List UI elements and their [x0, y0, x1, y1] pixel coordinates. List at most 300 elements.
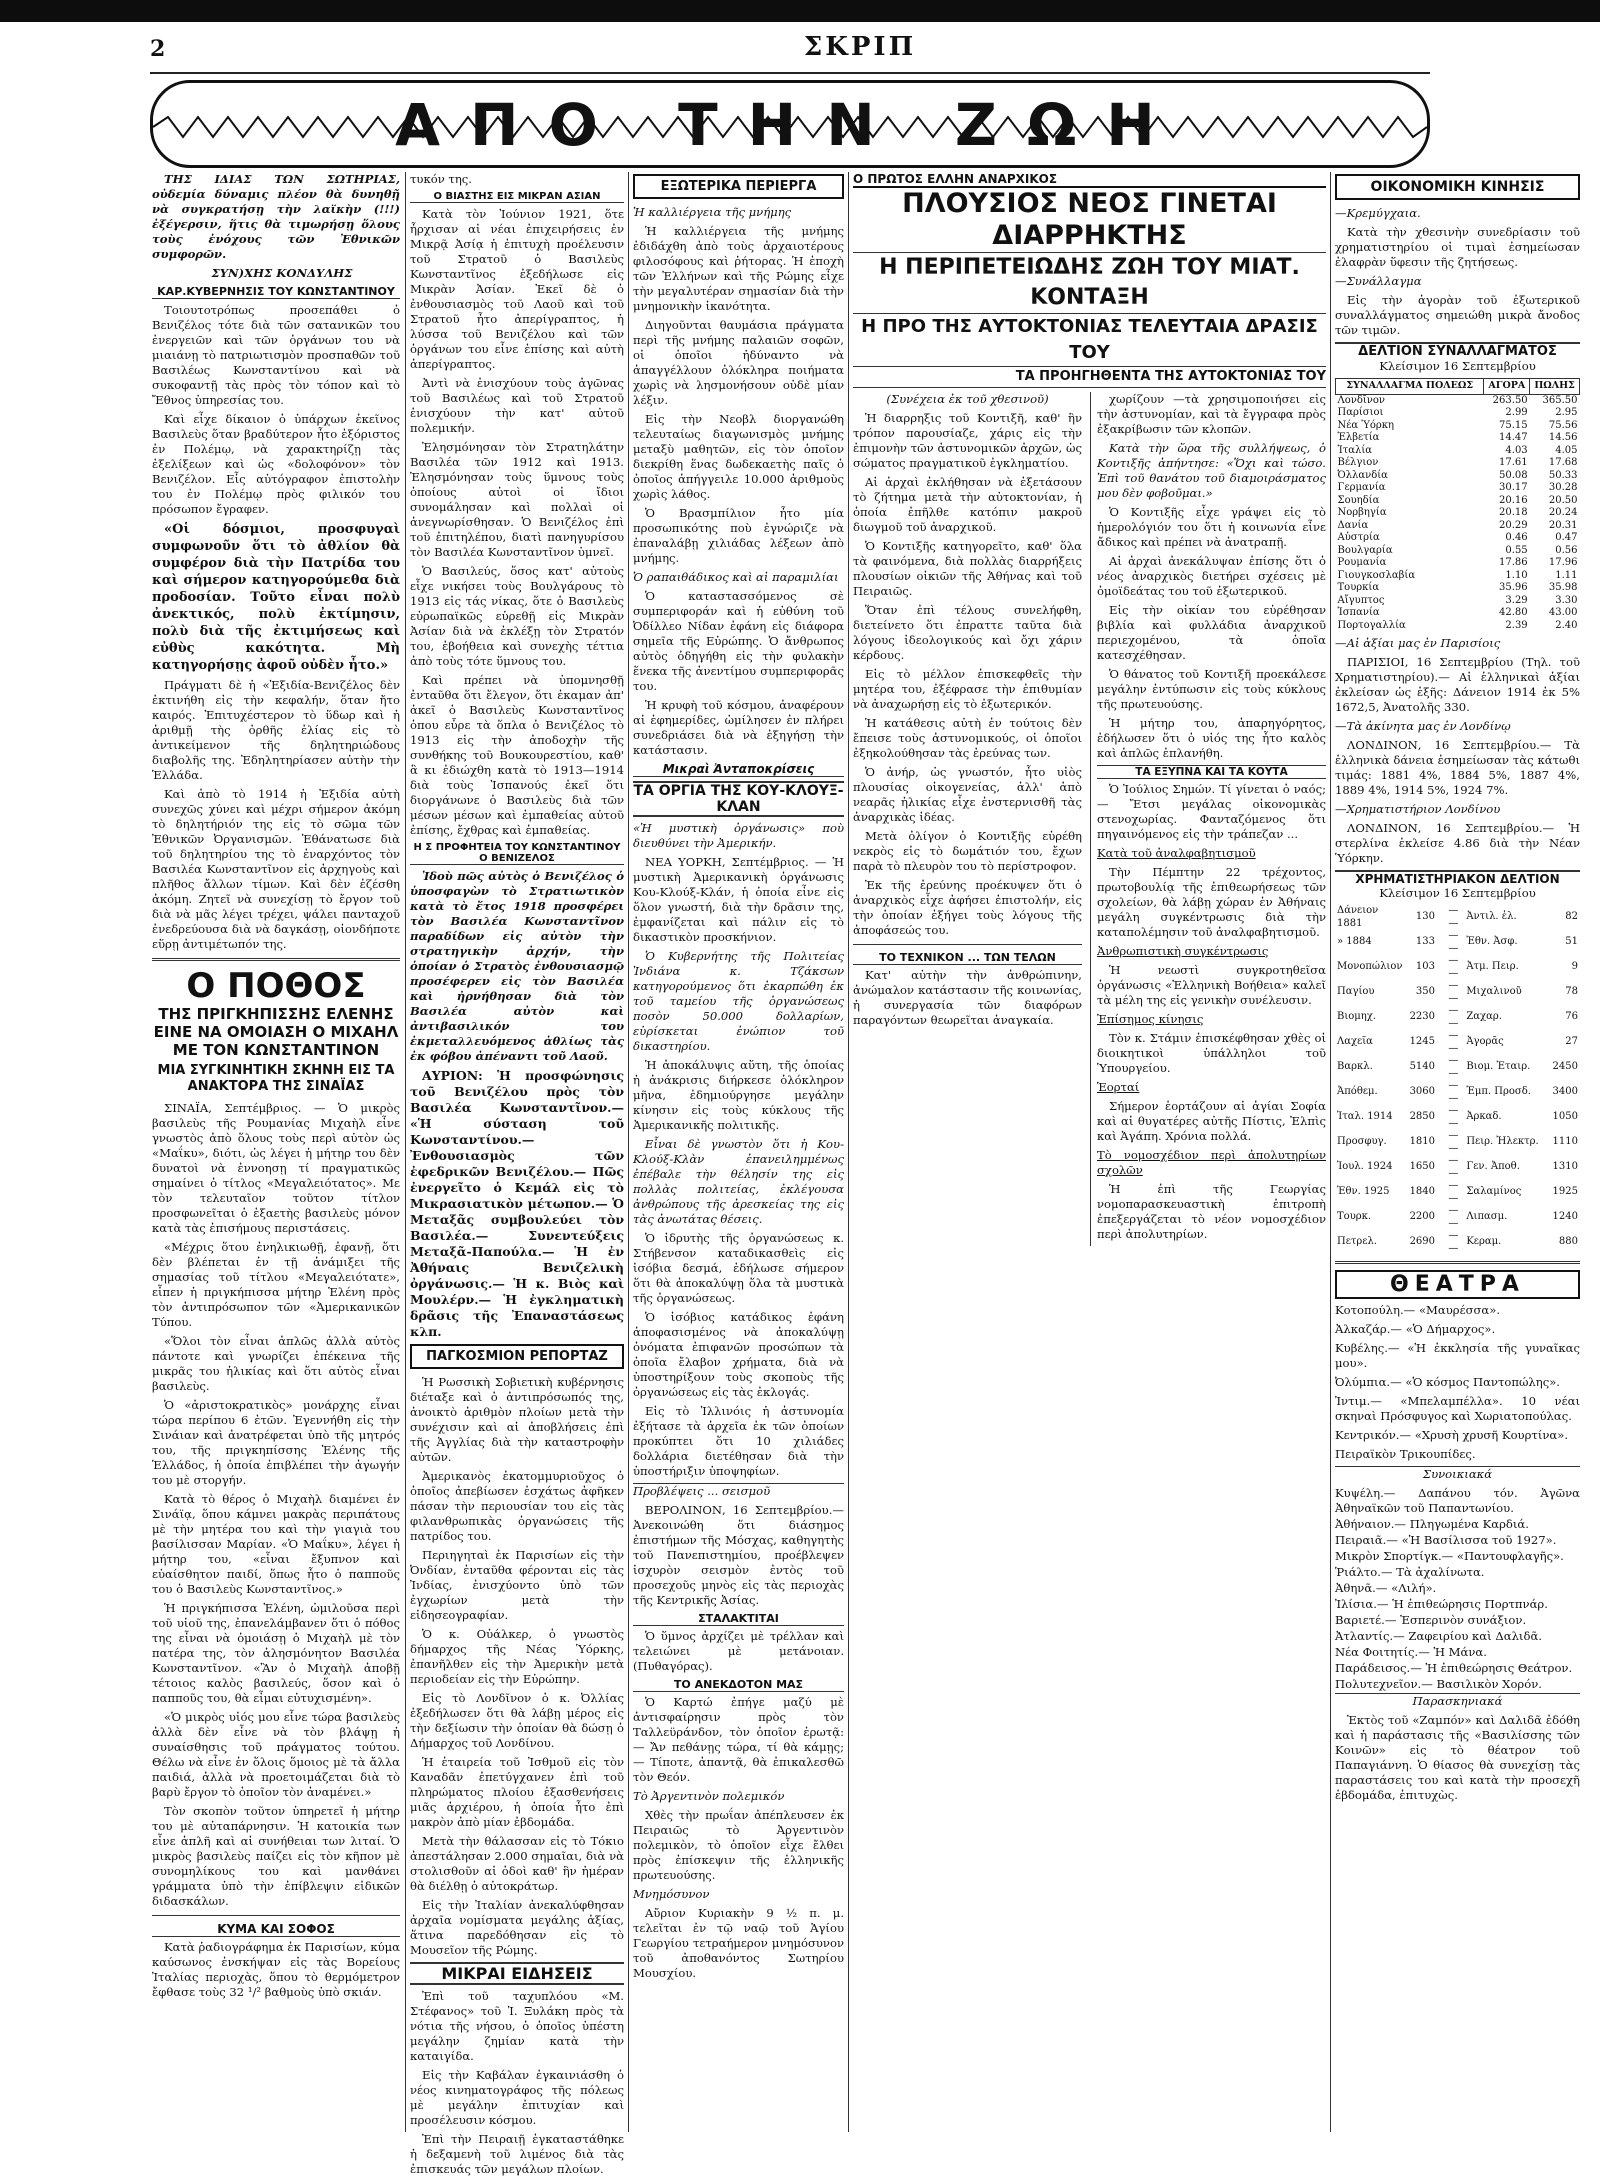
article-paragraph: Εἰς τὸ μέλλον ἐπισκεφθεῖς τὴν μητέρα του, ἐξέφρασε τὴν ἐπιθυμίαν νὰ ἀναχωρήσῃ εἰς τὸ ἐξωτερικόν.	[853, 667, 1082, 711]
table-header-row	[1336, 379, 1580, 395]
rate-cell: 42.80	[1499, 607, 1528, 618]
quote-paragraph: Ἰδοὺ πῶς αὐτὸς ὁ Βενιζέλος ὁ ὑποσφαγὼν τὸ Στρατιωτικὸν κατὰ τὸ ἔτος 1918 προσφέρει τὸν Βασιλέα Κωνσταντῖνον παραδίδων εἰς αὐτὸν τὴν στρατηγικὴν ἀρχήν, τὴν ὁποίαν ὁ Στρατὸς ἐνθουσιασμῷ προσέφερεν εἰς τὸν Βασιλέα καὶ ἠρνήθησαν διὰ τὸν Βασιλέα αὐτὸν καὶ ἀντιβασιλικόν του ἐκμεταλλευόμενος ἀθλίως τὰς ἐκ φόβου ἀπέναντι τοῦ Λαοῦ.	[410, 869, 624, 1063]
article-paragraph: Τὴν Πέμπτην 22 τρέχοντος, πρωτοβουλίᾳ τῆς ἐπιθεωρήσεως τῶν σχολείων, θὰ λάβῃ χώραν ἐν Ἀθήναις μεγάλη συγκέντρωσις διὰ τὴν καταπολέμησιν τοῦ ἀναλφαβητισμοῦ.	[1097, 865, 1326, 939]
rate-cell: 50.33	[1548, 469, 1578, 481]
rate-cell: 1.10	[1505, 569, 1528, 581]
article-paragraph: Ὁ καταστασσόμενος σὲ συμπεριφοράν καὶ ἡ εὐθύνη τοῦ Ὀδίλλεο Νίδαν ἐφάνη εἰς διάφορα σημεῖα τῆς Εὐρώπης. Ὁ ἄνθρωπος αὐτὸς ὁδηγήθη εἰς τὴν φυλακὴν ἕνεκα τῆς ἀνεντίμου συμπεριφορᾶς του.	[633, 589, 844, 693]
price-cell: 1810	[1409, 1136, 1436, 1148]
section-heading: ΘΕΑΤΡΑ	[1335, 1270, 1580, 1299]
list-item: Ἀλκαζάρ.— «Ὁ Δήμαρχος».	[1335, 1322, 1496, 1336]
rate-cell: 2.40	[1555, 619, 1578, 631]
table-row	[1336, 394, 1580, 407]
price-cell: — —	[1448, 955, 1459, 979]
two-column-body	[853, 392, 1326, 1246]
local-theatre-list	[1335, 1486, 1580, 1692]
article-paragraph: Κατὰ τὴν ὥρα τῆς συλλήψεως, ὁ Κοντιξῆς ἀπήντησε: «Ὅχι καὶ τώσο. Ἐπὶ τοῦ θανάτου τοῦ διαμοιράσματος μου δὲν φοβοῦμαι.»	[1097, 441, 1326, 500]
price-cell: — —	[1448, 1230, 1459, 1254]
table-row	[1335, 930, 1460, 955]
article-paragraph: Ἡ νεωστὶ συγκροτηθεῖσα ὀργάνωσις «Ἑλληνικὴ Βοήθεια» καλεῖ τὰ μέλη της εἰς γενικὴν συνέλευσιν.	[1097, 963, 1326, 1007]
subheading: «Ἡ μυστικὴ ὀργάνωσις» ποὺ διευθύνει τὴν Ἀμερικήν.	[633, 821, 844, 850]
column-5	[1335, 172, 1580, 2132]
security-cell: Σαλαμίνος	[1466, 1186, 1522, 1198]
section-banner	[150, 80, 1430, 168]
currency-cell: Αἴγυπτος	[1337, 594, 1385, 606]
rate-cell: 35.96	[1499, 582, 1528, 593]
security-cell: Ἀρκαδ.	[1466, 1111, 1502, 1123]
rate-cell: 1.11	[1555, 569, 1578, 581]
security-cell: » 1884	[1337, 936, 1372, 948]
article-paragraph: Τοιουτοτρόπως προσεπάθει ὁ Βενιζέλος τότε διὰ τῶν σατανικῶν του ἐνεργειῶν καὶ τῶν ὀργάνων του νὰ μιαιάνῃ τὸ πατριωτισμὸν προσπαθῶν τοῦ Βασιλέως Κωνσταντίνου καὶ νὰ συκοφαντῇ τὰς πρὸς τὸν τόπον καὶ τὸ Ἔθνος ὑπηρεσίας του.	[152, 303, 400, 407]
security-cell: Λαχεῖα	[1337, 1036, 1373, 1048]
article-paragraph: Περιηγηταὶ ἐκ Παρισίων εἰς τὴν Ὀνδίαν, ἐνταῦθα φέρονται εἰς τὰς Ἰνδίας, ἐνισχύοντο ὑπὸ τῶν ἐγχωρίων μετὰ τὴν εἰδησεογραφίαν.	[410, 1548, 624, 1622]
currency-cell: Τουρκία	[1337, 582, 1380, 593]
security-cell: Μονοπώλιον	[1337, 961, 1403, 973]
currency-cell: Σουηδία	[1337, 494, 1380, 506]
price-cell: — —	[1448, 1030, 1459, 1054]
price-cell: 27	[1565, 1036, 1578, 1048]
theatre-list	[1335, 1303, 1580, 1462]
subheading: ΚΥΜΑ ΚΑΙ ΣΟΦΟΣ	[152, 1922, 400, 1937]
price-cell: 51	[1565, 936, 1578, 948]
article-paragraph: Εἰς τὴν Ἰταλίαν ἀνεκαλύφθησαν ἀρχαῖα νομίσματα μεγάλης ἀξίας, ἅτινα παρεδόθησαν εἰς τὸ Μουσεῖον τῆς Ρώμης.	[410, 1898, 624, 1957]
article-paragraph: Ἡ ἐταιρεία τοῦ Ἰσθμοῦ εἰς τὸν Καναδᾶν ἐπετύγχανεν ἐπὶ τοῦ πληρώματος πλοίου ἐξασθενήσεις μιᾶς ἀρχιέρου, ἡ ὁποία ἦτο ἐπὶ μακρὸν ἀπὸ μίαν ἐβδομάδα.	[410, 1755, 624, 1829]
currency-cell: Νέα Ὑόρκη	[1337, 419, 1395, 431]
price-cell: 1925	[1552, 1186, 1578, 1198]
rate-cell: 17.68	[1548, 457, 1578, 468]
article-paragraph: τυκόν της.	[410, 172, 472, 186]
list-item: Ἀθήναιον.— Πληγωμένα Καρδιά.	[1335, 1517, 1529, 1531]
article-paragraph: Εἰς τὴν οἰκίαν του εὑρέθησαν βιβλία καὶ φυλλάδια ἀναρχικοῦ περιεχομένου, τὰ ὁποῖα κατεσχέθησαν.	[1097, 603, 1326, 662]
subheading: Τὸ Ἀργεντινὸν πολεμικόν	[633, 1789, 785, 1803]
article-paragraph: Σήμερον ἑορτάζουν αἱ ἁγίαι Σοφία καὶ αἱ θυγατέρες αὐτῆς Πίστις, Ἐλπὶς καὶ Ἀγάπη. Χρόνια πολλά.	[1097, 1099, 1326, 1143]
list-item: Ἀτλαντίς.— Ζαφειρίου καὶ Δαλιδᾶ.	[1335, 1629, 1542, 1643]
column-2	[410, 172, 624, 2176]
article-paragraph: Ἡ κατάθεσις αὐτὴ ἐν τούτοις δὲν ἔπεισε τοὺς ἀστυνομικούς, οἱ ὁποῖοι ἐξηκολούθησαν τὰς ἐρεύνας των.	[853, 716, 1082, 760]
rate-cell: 2.95	[1555, 407, 1578, 418]
table-row	[1464, 1155, 1580, 1180]
column-header: ΠΩΛΗΣ	[1530, 379, 1580, 395]
divider	[1335, 1261, 1580, 1264]
column-header: ΣΥΝΑΛΛΑΓΜΑ ΠΟΛΕΩΣ	[1336, 379, 1484, 395]
subheading: Ο ΒΙΑΣΤΗΣ ΕΙΣ ΜΙΚΡΑΝ ΑΣΙΑΝ	[410, 191, 624, 203]
article-paragraph: Εἶναι δὲ γνωστὸν ὅτι ἡ Κου-Κλούξ-Κλὰν ἐπανειλημμένως ἐπέβαλε τὴν θέλησίν της εἰς πολλὰς πολιτείας, ἐκλέγουσα ἀνθρώπους τῆς ἀρεσκείας της εἰς τὰς ἀνωτάτας θέσεις.	[633, 1137, 844, 1226]
article-paragraph: Ἡ πριγκήπισσα Ἑλένη, ὡμιλοῦσα περὶ τοῦ υἱοῦ της, ἐπανελάμβανεν ὅτι ὁ πόθος της εἶναι νὰ ὁμοιάσῃ ὁ Μιχαὴλ μὲ τὸν πατέρα της, τὸν ἀλησμόνητον Βασιλέα Κωνσταντῖνον. «Ἂν ὁ Μιχαὴλ ἀποβῇ τέτοιος καλὸς βασιλεύς, ὅσον καὶ ὁ παπποῦς του, θὰ εἶμαι εὐτυχισμένη».	[152, 1601, 400, 1705]
rate-cell: 4.03	[1505, 444, 1528, 456]
table-row	[1464, 980, 1580, 1005]
subheading: —Χρηματιστήριον Λονδίνου	[1335, 802, 1501, 816]
price-cell: — —	[1448, 1005, 1459, 1029]
article-paragraph: Χθὲς τὴν πρωΐαν ἀπέπλευσεν ἐκ Πειραιῶς τὸ Ἀργεντινὸν πολεμικὸν, τὸ ὁποῖον εἶχε ἔλθει πρὸς ἐπίσκεψιν τῆς ἑλληνικῆς πρωτευούσης.	[633, 1808, 844, 1882]
article-paragraph: Ἡ ἐπὶ τῆς Γεωργίας νομοπαρασκευαστικὴ ἐπιτροπὴ ἐπεξεργάζεται τὸ νέον νομοσχέδιον περὶ ἀπολυτηρίων.	[1097, 1182, 1326, 1241]
article-paragraph: Ἡ ἀποκάλυψις αὕτη, τῆς ὁποίας ἡ ἀνάκρισις διήρκεσε ὁλόκληρον μῆνα, ἐδημιούργησε μεγάλην κίνησιν εἰς τοὺς κύκλους τῆς Ἀμερικανικῆς πολιτικῆς.	[633, 1058, 844, 1132]
article-paragraph: Εἰς τὴν ἀγορὰν τοῦ ἐξωτερικοῦ συναλλάγματος σημειώθη μικρὰ ἄνοδος τῶν τιμῶν.	[1335, 293, 1580, 337]
security-cell: Βιομ. Ἐταιρ.	[1466, 1061, 1531, 1073]
header-rule	[150, 72, 1430, 74]
table-row	[1335, 1055, 1460, 1080]
rate-cell: 20.50	[1548, 494, 1578, 506]
article-paragraph: Καὶ εἶχε δίκαιον ὁ ὑπάρχων ἐκεῖνος Βασιλεὺς ὅταν βραδύτερον ἦτο ἐξόριστος ἐν Πολέμῳ, νὰ χαρακτηρίζῃ τὰς ἐξελίξεων καὶ ὡς «δολοφόνον» τὸν Βενιζέλον. Εἷς αὐτόγραφον ἐπιστολὴν του ἐν Πολέμῳ πρὸς φιλικόν του πρόσωπον ἔγραφεν.	[152, 412, 400, 516]
price-cell: — —	[1448, 1130, 1459, 1154]
currency-cell: Ρουμανία	[1337, 557, 1387, 568]
table-row	[1464, 1205, 1580, 1230]
price-cell: 1110	[1552, 1136, 1578, 1148]
rate-cell: 263.50	[1492, 394, 1528, 406]
subheading: —Τὰ ἀκίνητα μας ἐν Λονδίνῳ	[1335, 719, 1511, 733]
price-cell: 2450	[1552, 1061, 1578, 1073]
column-header: ΑΓΟΡΑ	[1484, 379, 1530, 395]
price-cell: 78	[1565, 986, 1578, 998]
article-paragraph: Ἡ καλλιέργεια τῆς μνήμης ἐδιδάχθη ἀπὸ τοὺς ἀρχαιοτέρους φιλοσόφους καὶ ῥήτορας. Ἡ ἐποχὴ τῶν Ἑλλήνων καὶ τῆς Ρώμης εἶχε τὴν μεγαλυτέραν σημασίαν διὰ τὴν μνημονικὴν ἱκανότητα.	[633, 224, 844, 313]
section-heading-box: ΠΑΓΚΟΣΜΙΟΝ ΡΕΠΟΡΤΑΖ	[410, 1344, 624, 1369]
list-item: Κυβέλης.— «Ἡ ἐκκλησία τῆς γυναῖκας μου».	[1335, 1341, 1580, 1370]
currency-cell: Ἰταλία	[1337, 444, 1373, 456]
article-paragraph: χωρίζουν —τὰ χρησιμοποιήσει εἰς τὴν ἀστυνομίαν, καὶ τὰ ἔγγραφα πρὸς ἐξακρίβωσιν τῶν κλοπῶν.	[1097, 392, 1326, 436]
currency-cell: Νορβηγία	[1337, 507, 1387, 518]
price-cell: — —	[1448, 1180, 1459, 1204]
subheading: Τὸ νομοσχέδιον περὶ ἀπολυτηρίων σχολῶν	[1097, 1148, 1326, 1177]
section-heading-box: ΕΞΩΤΕΡΙΚΑ ΠΕΡΙΕΡΓΑ	[633, 174, 844, 199]
table-row	[1464, 1080, 1580, 1105]
rate-cell: 50.08	[1499, 469, 1528, 481]
rate-cell: 20.31	[1548, 519, 1578, 531]
subheading: Κατὰ τοῦ ἀναλφαβητισμοῦ	[1097, 846, 1256, 860]
list-item: Ἀθηνᾶ.— «Λιλή».	[1335, 1581, 1437, 1595]
rate-cell: 3.29	[1505, 594, 1528, 606]
table-row	[1464, 1130, 1580, 1155]
article-paragraph: «Μέχρις ὅτου ἐνηλικιωθῇ, ἐφανῇ, ὅτι δὲν βλέπεται ἐν τῇ ἀνάμιξει τῆς σημασίας τοῦ τίτλου «Μεγαλειότατε», εἶπεν ἡ πριγκήπισσα μήτηρ Ἑλένη πρὸς τὸν ἀντιπρόσωπον τῶν «Ἀμερικανικῶν Τύπου.	[152, 1240, 400, 1329]
table-row	[1336, 570, 1580, 583]
subheading: Μνημόσυνον	[633, 1887, 710, 1901]
section-heading: ΔΕΛΤΙΟΝ ΣΥΝΑΛΛΑΓΜΑΤΟΣ	[1335, 342, 1580, 359]
security-cell: Κεραμ.	[1466, 1236, 1502, 1248]
table-row	[1336, 557, 1580, 570]
subheading: Ἡ καλλιέργεια τῆς μνήμης	[633, 205, 792, 219]
currency-cell: Βουλγαρία	[1337, 544, 1393, 556]
rate-cell: 17.96	[1548, 557, 1578, 568]
article-paragraph: Αὔριον Κυριακὴν 9 ½ π. μ. τελεῖται ἐν τῷ ναῷ τοῦ Ἁγίου Γεωργίου τετραήμερον μνημόσυνον τοῦ ἀποθανόντος Σωτηρίου Μουσχίου.	[633, 1906, 844, 1980]
divider	[853, 944, 1082, 945]
price-cell: 133	[1415, 936, 1436, 948]
article-paragraph: Καὶ ἀπὸ τὸ 1914 ἡ Ἐξιδία αὐτὴ συνεχῶς χύνει καὶ μέχρι σήμερον ἀκόμη τὸ δηλητήριόν της εἰς τὸ σῶμα τῶν Ἐθνικῶν Ὀργανισμῶν. Ἐθάνατωσε διὰ τοῦ δηλητηρίου της τὸ ἐναρχόντος τὸν Βασιλέα Κωνσταντῖνον εἰς ἀρχηγοὺς καὶ πλῆθος ἄλλων τίμων. Καὶ δὲν ἐζέσθη ἀκόμη. Ζητεῖ νὰ συνεχίσῃ τὸ ἔργον τοῦ διὰ νὰ μᾶς λέγει τρέχει, ψάλει πανταχοῦ ἐνεδρεύουσα διὰ νὰ δαγκάσῃ, οἰονδήποτε εὕρῃ ἀντιμέτωπόν της.	[152, 787, 400, 951]
rate-cell: 0.56	[1555, 544, 1578, 556]
security-cell: Ἐθν. 1925	[1337, 1186, 1390, 1198]
price-cell: — —	[1448, 1105, 1459, 1129]
table-row	[1464, 1180, 1580, 1205]
article-paragraph: ΒΕΡΟΛΙΝΟΝ, 16 Σεπτεμβρίου.— Ἀνεκοινώθη ὅτι διάσημος ἐπιστήμων τῆς Μόσχας, καθηγητὴς τοῦ Πανεπιστημίου, προέβλεψεν ἰσχυρὸν σεισμὸν ἐντὸς τοῦ προσεχοῦς μηνὸς εἰς τὰς περιοχὰς τῆς Κεντρικῆς Ἀσίας.	[633, 1503, 844, 1607]
price-cell: 2690	[1409, 1236, 1436, 1248]
article-paragraph: Τὸν σκοπὸν τοῦτον ὑπηρετεῖ ἡ μήτηρ του μὲ αὐταπάρνησιν. Ἡ κατοικία των εἶνε ἁπλῆ καὶ αἱ συνήθειαι των λιταί. Ὁ μικρὸς βασιλεὺς παίζει εἰς τὸν κῆπον μὲ συνομηλίκους του καὶ μανθάνει γράμματα ὑπὸ τὴν ἐπίβλεψιν εἰδικῶν διδασκάλων.	[152, 1804, 400, 1908]
subheading: ΤΑ ΕΞΥΠΝΑ ΚΑΙ ΤΑ ΚΟΥΤΑ	[1097, 765, 1326, 779]
table-row	[1335, 1105, 1460, 1130]
security-cell: Προσφυγ.	[1337, 1136, 1387, 1148]
subheading: Ἀνθρωπιστικὴ συγκέντρωσις	[1097, 944, 1269, 958]
subcolumn-left	[853, 392, 1082, 1246]
article-paragraph: Καὶ πρέπει νὰ ὑπομνησθῇ ἐνταῦθα ὅτι ἔλεγον, ὅτι ἐκαμαν ἀπ' ἀκεῖ ὁ Βασιλεὺς Κωνσταντῖνος ὁπου εὗρε τὰ ὅπλα ὁ Βενιζέλος τὸ 1913 εἰς τὴν ἀποδοχὴν τῆς συνθήκης τοῦ Βουκουρεστίου, καθ' ἃ κι ἐδιώχθη κατὰ τὸ 1913—1914 διὰ τοὺς Ἰσπανούς ἐκεῖ ὅτι διοργάνωνε ὁ Βασιλεὺς διὰ τῶν μέσων μέσων καὶ ἐμπαθείας αὐτοῦ ἐπίσης, ἔχθρας καὶ ἐμπαθείας.	[410, 673, 624, 837]
price-cell: 1310	[1552, 1161, 1578, 1173]
column-rule	[848, 172, 849, 2132]
price-cell: 2850	[1409, 1111, 1436, 1123]
table-row	[1335, 1130, 1460, 1155]
article-paragraph: Ἐκ τῆς ἐρεύνης προέκυψεν ὅτι ὁ ἀναρχικὸς εἶχε ἀφήσει ἐπιστολήν, εἰς τὴν ὁποίαν ἐξήγει τοὺς λόγους τῆς ἀποφάσεώς του.	[853, 878, 1082, 937]
security-cell: Μιχαλινοῦ	[1466, 986, 1522, 998]
table-row	[1335, 905, 1460, 930]
article-paragraph: Ἡ μήτηρ του, ἀπαρηγόρητος, ἐδήλωσεν ὅτι ὁ υἱός της ἦτο καλὸς καὶ ἁπλῶς ἐπλανήθη.	[1097, 716, 1326, 760]
currency-cell: Ἑλβετία	[1337, 432, 1380, 443]
quote-paragraph: «Οἱ δόσμιοι, προσφυγαὶ συμφωνοῦν ὅτι τὸ ἀθλίον θὰ συμφέρον διὰ τὴν Πατρίδα του καὶ σήμερον κατηγορούμεθα διὰ προδοσίαν. Τοῦτο εἶναι πολὺ ἀνεκτικός, πολὺ ἐκτίμησιν, πολὺ διὰ τῆς ἐκτιμήσεως καὶ εὐθὺς κακότητα. Μὴ κατηγορήσῃς ἀφοῦ οὐδὲν ἦτο.»	[152, 522, 400, 673]
page-header	[150, 28, 1430, 68]
article-paragraph: Ὁ κ. Οὐάλκερ, ὁ γνωστὸς δήμαρχος τῆς Νέας Ὑόρκης, ἐπανῆλθεν εἰς τὴν Ἀμερικὴν μετὰ περιοδείαν εἰς τὴν Εὐρώπην.	[410, 1627, 624, 1686]
article-paragraph: Ὁ Καρτώ ἐπήγε μαζύ μὲ ἀντισφαίρησιν πρὸς τὸν Ταλλεϋράνδον, τὸν ὁποῖον ἐρωτᾷ: — Ἄν πεθάνῃς τώρα, τί θὰ κάμῃς; — Τίποτε, ἀπαντᾷ, θὰ ἐπικαλεσθῶ τὸν Θεόν.	[633, 1695, 844, 1784]
table-row	[1336, 620, 1580, 633]
price-cell: 9	[1571, 961, 1578, 973]
rate-cell: 365.50	[1542, 394, 1578, 406]
rate-cell: 75.15	[1499, 419, 1528, 431]
subheading: ΤΟ ΑΝΕΚΔΟΤΟΝ ΜΑΣ	[633, 1678, 844, 1692]
list-item: Βαριετέ.— Ἐσπερινὸν συνάξιον.	[1335, 1613, 1527, 1627]
security-cell: Ἐμπ. Προσδ.	[1466, 1086, 1531, 1098]
rate-cell: 2.39	[1505, 619, 1528, 631]
article-paragraph: Ὁ Βρασμπίλιον ἦτο μία προσωπικότης ποὺ ἐγνώριζε νὰ ἐπαναλάβῃ χιλιάδας λέξεων ἀπὸ μνήμης.	[633, 506, 844, 565]
subheading: Ὁ ραπαιθάδικος καὶ αἱ παραμιλίαι	[633, 570, 839, 584]
currency-cell: Παρίσιοι	[1337, 407, 1384, 418]
article-paragraph: Ἐπὶ τοῦ ταχυπλόου «Μ. Στέφανος» τοῦ Ἰ. Ξυλάκη πρὸς τὰ νότια τῆς νήσου, ὁ ὁποῖος ὑπέστη μεγάλην ζημίαν κατὰ τὴν καταιγίδα.	[410, 1989, 624, 2063]
article-paragraph: Μετὰ ὀλίγον ὁ Κοντιξῆς εὑρέθη νεκρὸς εἰς τὸ δωμάτιόν του, ἔχων παρὰ τὸ πλευρὸν του τὸ περίστροφον.	[853, 829, 1082, 873]
table-row	[1336, 545, 1580, 558]
price-cell: 130	[1415, 911, 1436, 923]
article-paragraph: ΣΙΝΑΪΑ, Σεπτέμβριος. — Ὁ μικρὸς βασιλεὺς τῆς Ρουμανίας Μιχαὴλ εἶνε γνωστὸς ἀπὸ ὅλους τοὺς περὶ αὐτὸν ὡς «Μαΐκυ», διότι, ὡς λέγει ἡ μήτηρ του δὲν δυνατοὶ νὰ ἐννοησῃ τί πραγματικῶς σημαίνει ὁ τίτλος «Μεγαλειότατος». Με τὸν τελευταῖον τοῦτον τίτλον προσφωνεῖται ὁ ἑξαετὴς βασιλεὺς μόνον κατὰ τὰς ἐπισήμους περιστάσεις.	[152, 1101, 400, 1235]
price-cell: 3060	[1409, 1086, 1436, 1098]
table-row	[1336, 420, 1580, 433]
column-3	[633, 172, 844, 2132]
rate-cell: 0.55	[1505, 544, 1528, 556]
article-paragraph: Ὁ Κοντιξῆς κατηγορεῖτο, καθ' ὅλα τὰ φαινόμενα, διὰ πολλὰς διαρρήξεις πλουσίων οἰκιῶν τῆς Ἀθήνας καὶ τοῦ Πειραιῶς.	[853, 539, 1082, 598]
tomorrow-notice: ΑΥΡΙΟΝ: Ἡ προσφώνησις τοῦ Βενιζέλου πρὸς τὸν Βασιλέα Κωνσταντῖνον.— «Ἡ σύσταση τοῦ Κωνσταντίνου.— Ἐνθουσιασμὸς τῶν ἐφεδρικῶν Βενιζέλου.— Πῶς ἐνεργεῖτο ὁ Κεμάλ εἰς τὸ Μικρασιατικὸν μέτωπον.— Ὁ Μεταξᾶς συμβουλεύει τὸν Βασιλέα.— Συνεντεύξεις Μεταξᾶ-Παπούλα.— Ἡ ἐν Ἀθήναις Βενιζελικὴ ὀργάνωσις.— Ἡ κ. Βιὸς καὶ Μουλέρν.— Ἡ ἐγκληματικὴ δρᾶσις τῆς Ἐπαναστάσεως κλπ.	[410, 1068, 624, 1339]
divider	[152, 958, 400, 961]
article-paragraph: Εἰς τὸ Λονδῖνον ὁ κ. Ὀλλίας ἐξεδήλωσεν ὅτι θὰ λάβῃ μέρος εἰς τὴν δεξίωσιν τὴν ὁποίαν θὰ δώσῃ ὁ Δήμαρχος τοῦ Λονδίνου.	[410, 1691, 624, 1750]
rate-cell: 20.16	[1499, 494, 1528, 506]
security-cell: Παγίου	[1337, 986, 1375, 998]
currency-cell: Αὐστρία	[1337, 532, 1380, 543]
currency-cell: Γερμανία	[1337, 482, 1386, 493]
article-paragraph: Ἀμερικανὸς ἐκατομμυριοῦχος ὁ ὁποῖος ἀπεβίωσεν ἐσχάτως ἀφῆκεν πάσαν τὴν περιουσίαν του εἰς τὰς φιλανθρωπικὰς ὀργανώσεις τῆς πατρίδος του.	[410, 1469, 624, 1543]
rate-cell: 14.56	[1548, 432, 1578, 443]
currency-cell: Ὀλλανδία	[1337, 469, 1388, 481]
article-paragraph: Ὁ ἰσόβιος κατάδικος ἐφάνη ἀποφασισμένος νὰ ἀποκαλύψῃ ὀνόματα ἐπιφανῶν προσώπων τὰ ὁποῖα ἔλαβον χρήματα, διὰ νὰ ὑποστηρίξουν τοὺς σκοποὺς τῆς ὀργανώσεως εἰς τὰς ἐκλογάς.	[633, 1310, 844, 1399]
article-paragraph: Ὁ Κυβερνήτης τῆς Πολιτείας Ἰνδιάνα κ. Τζάκσων κατηγορούμενος ὅτι ἐκαρπώθη ἐκ τοῦ ταμείου τῆς ὀργανώσεως ποσὸν 50.000 δολλαρίων, εὑρίσκεται ἐνώπιον τοῦ δικαστηρίου.	[633, 949, 844, 1053]
article-paragraph: Κατὰ τὴν χθεσινὴν συνεδρίασιν τοῦ χρηματιστηρίου οἱ τιμαὶ ἐσημείωσαν ἐλαφρὰν ὕφεσιν τῆς ζητήσεως.	[1335, 225, 1580, 269]
table-row	[1464, 1105, 1580, 1130]
subheading: —Κρεμύγχαια.	[1335, 206, 1421, 220]
article-paragraph: Ὁ Ἰούλιος Σημών. Τί γίνεται ὁ ναός; — Ἔτσι μεγάλας οἰκονομικὰς στενοχωρίας. Φανταζόμενος ὅτι πηγαινόμενος εἰς τὴν τράπεζαν ...	[1097, 782, 1326, 841]
section-heading: ΜΙΚΡΑΙ ΕΙΔΗΣΕΙΣ	[410, 1962, 624, 1985]
intro-text: ΤΗΣ ΙΔΙΑΣ ΤΩΝ ΣΩΤΗΡΙΑΣ, οὐδεμία δύναμις πλέον θὰ δυνηθῇ νὰ συγκρατήσῃ τὴν λαϊκὴν (!!!) ἐξέγερσιν, ἥτις θὰ τιμωρήσῃ ὅλους τοὺς ἐνόχους τῶν Ἐθνικῶν συμφορῶν.	[152, 172, 400, 261]
subcolumn-right	[1090, 392, 1326, 1246]
price-cell: — —	[1448, 1205, 1459, 1229]
subheading: ΣΤΑΛΑΚΤΙΤΑΙ	[633, 1612, 844, 1626]
rate-cell: 20.18	[1499, 507, 1528, 518]
article-paragraph: Ἀντὶ νὰ ἐνισχύουν τοὺς ἀγῶνας τοῦ Βασιλέως καὶ τοῦ Στρατοῦ ἐνισχύουν τὴν κατ' αὐτοῦ πολεμικήν.	[410, 376, 624, 435]
subheading: ΚΑΡ.ΚΥΒΕΡΝΗΣΙΣ ΤΟΥ ΚΩΝΣΤΑΝΤΙΝΟΥ	[152, 285, 400, 299]
table-row	[1464, 955, 1580, 980]
price-cell: 350	[1415, 986, 1436, 998]
currency-cell: Λονδῖνον	[1337, 394, 1385, 406]
rate-cell: 35.98	[1548, 582, 1578, 593]
headline: Ο ΠΟΘΟΣ	[186, 966, 366, 1006]
headline-sub3: ΤΑ ΠΡΟΗΓΗΘΕΝΤΑ ΤΗΣ ΑΥΤΟΚΤΟΝΙΑΣ ΤΟΥ	[853, 367, 1326, 388]
article-paragraph: Ὁ ὕμνος ἀρχίζει μὲ τρέλλαν καὶ τελειώνει μὲ μετάνοιαν. (Πυθαγόρας).	[633, 1629, 844, 1673]
article-paragraph: Ὁ ἀνήρ, ὡς γνωστόν, ἦτο υἱὸς πλουσίας οἰκογενείας, ἀλλ' ἀπὸ νεαρᾶς ἡλικίας εἶχε ἐνστερνισθῆ τὰς ἀναρχικὰς ἰδέας.	[853, 765, 1082, 824]
table-row	[1336, 532, 1580, 545]
signature: ΣΥΝ)ΧΗΣ ΚΟΝΔΥΛΗΣ	[211, 266, 353, 280]
table-row	[1336, 457, 1580, 470]
price-cell: 3400	[1552, 1086, 1578, 1098]
headline-sub2: ΜΙΑ ΣΥΓΚΙΝΗΤΙΚΗ ΣΚΗΝΗ ΕΙΣ ΤΑ ΑΝΑΚΤΟΡΑ ΤΗΣ ΣΙΝΑΪΑΣ	[157, 1063, 395, 1094]
list-item: Ῥιάλτο.— Τὰ ἀχαλίνωτα.	[1335, 1565, 1485, 1579]
subheading: —Αἱ ἀξίαι μας ἐν Παρισίοις	[1335, 636, 1501, 650]
article-paragraph: ΛΟΝΔΙΝΟΝ, 16 Σεπτεμβρίου.— Τὰ ἑλληνικὰ δάνεια ἐσημείωσαν τὰς κάτωθι τιμάς: 1881 4%, 1884 5%, 1887 4%, 1889 4%, 1914 5%, 1924 7%.	[1335, 738, 1580, 797]
table-row	[1335, 1155, 1460, 1180]
headline-sub: Η ΠΕΡΙΠΕΤΕΙΩΔΗΣ ΖΩΗ ΤΟΥ ΜΙΑΤ. ΚΟΝΤΑΞΗ	[853, 253, 1326, 314]
newspaper-name: ΣΚΡΙΠ	[803, 32, 917, 62]
security-cell: Πειρ. Ἠλεκτρ.	[1466, 1136, 1539, 1148]
subheading: Ἑορταί	[1097, 1080, 1140, 1094]
article-paragraph: ΠΑΡΙΣΙΟΙ, 16 Σεπτεμβρίου (Τηλ. τοῦ Χρηματιστηρίου).— Αἱ ἑλληνικαὶ ἀξίαι ἐκλείσαν ὡς ἑξῆς: Δάνειον 1914 ἐκ 5% 1672,5, Ἀνατολῆς 330.	[1335, 655, 1580, 714]
price-cell: — —	[1448, 980, 1459, 1004]
table-row	[1335, 1180, 1460, 1205]
subheading: Κλείσιμον 16 Σεπτεμβρίου	[1379, 886, 1536, 900]
table-row	[1336, 507, 1580, 520]
section-heading: ΧΡΗΜΑΤΙΣΤΗΡΙΑΚΟΝ ΔΕΛΤΙΟΝ	[1335, 870, 1580, 886]
column-4	[853, 172, 1326, 2132]
article-paragraph: Κατὰ ῥαδιογράφημα ἐκ Παρισίων, κύμα καύσωνος ἐνσκήψαν εἰς τὰς Βορείους Ἰταλίας περιοχὰς, ὅπου τὸ θερμόμετρον ἔφθασε τοὺς 32 ¹/² βαθμοὺς ὑπὸ σκιάν.	[152, 1940, 400, 1999]
rate-cell: 30.17	[1499, 482, 1528, 493]
rate-cell: 3.30	[1555, 594, 1578, 606]
article-paragraph: Ἐπὶ τὴν Πειραιῇ ἐγκαταστάθηκε ἡ δεξαμενὴ τοῦ λιμένος διὰ τὰς ἐπισκευάς τῶν μεγάλων πλοίων.	[410, 2132, 624, 2176]
security-cell: Ἀτμ. Πειρ.	[1466, 961, 1519, 973]
price-cell: 76	[1565, 1011, 1578, 1023]
list-item: Πειραϊκὸν Τρικουπίδες.	[1335, 1447, 1476, 1461]
article-paragraph: Κατὰ τὸ θέρος ὁ Μιχαὴλ διαμένει ἐν Σινάϊᾳ, ὅπου κάμνει μακρὰς περιπάτους μὲ τὴν μητέρα του καὶ τὴν γιαγιὰ του βασίλισσαν Μαρίαν. «Ὁ Μαΐκυ», λέγει ἡ μήτηρ του, «εἶναι ἔξυπνον καὶ εὐαίσθητον παιδί, ὅπως ἦτο ὁ παπποῦς του ὁ Βασιλεὺς Κωνσταντῖνος.»	[152, 1492, 400, 1596]
subheading: Ἐπίσημος κίνησις	[1097, 1012, 1204, 1026]
list-item: Κυψέλη.— Δαπάνου τόν. Ἀγῶνα Ἀθηναϊκῶν τοῦ Παπαντωνίου.	[1335, 1486, 1580, 1515]
currency-cell: Δανία	[1337, 519, 1369, 531]
article-paragraph: Τὸν κ. Στάμιν ἐπισκέφθησαν χθὲς οἱ διοικητικοὶ ὑπάλληλοι τοῦ Ὑπουργείου.	[1097, 1031, 1326, 1075]
currency-cell: Γιουγκοσλαβία	[1337, 569, 1416, 581]
table-row	[1335, 1005, 1460, 1030]
price-cell: 2230	[1409, 1011, 1436, 1023]
article-paragraph: Ὁ Βασιλεύς, ὅσος κατ' αὐτοὺς εἶχε νικήσει τοὺς Βουλγάρους τὸ 1913 εἰς τάς νίκας, ὅτε ὁ Βασιλεὺς εὐρωπαϊκῶς εὑρεθῇ εἰς Μικρὰν Ἀσίαν διὰ νὰ ἐκλέξῃ τὸν Στρατόν του, ἐβοήθεια καὶ συνεχὴς τέττια ἀπὸ τοὺς τότε ὕμνους του.	[410, 564, 624, 668]
price-cell: 1050	[1552, 1111, 1578, 1123]
article-paragraph: Μετὰ τὴν θάλασσαν εἰς τὸ Τόκιο ἀπεστάλησαν 2.000 σημαῖαι, διὰ νὰ στολισθοῦν αἱ ὁδοὶ καθ' ἣν ἡμέραν θὰ διέλθῃ ὁ αὐτοκράτωρ.	[410, 1834, 624, 1893]
table-row	[1464, 1055, 1580, 1080]
table-row	[1336, 595, 1580, 608]
article-paragraph: Κατὰ τὸν Ἰούνιον 1921, ὅτε ἦρχισαν αἱ νέαι ἐπιχειρήσεις ἐν Μικρᾷ Ἀσίᾳ ἡ ἐπιτυχὴ προέλευσιν τοῦ Στρατοῦ ὁ Βασιλεὺς Κωνσταντῖνος ἐξεδήλωσε εἰς Μικρὰν Ἀσίαν. Ἐκεῖ δὲ ὁ ἐνθουσιασμὸς τοῦ Λαοῦ καὶ τοῦ Στρατοῦ ἦτο ἀπερίγραπτος, ἡ λύσσα τοῦ Βενιζέλου καὶ τῶν ὀργάνων του εἶνε ἐπίσης καὶ αὐτὴ ἀπερίγραπτος.	[410, 207, 624, 371]
kicker: Ο ΠΡΩΤΟΣ ΕΛΛΗΝ ΑΝΑΡΧΙΚΟΣ	[853, 172, 1058, 186]
article-paragraph: Πράγματι δὲ ἡ «Ἐξιδία-Βενιζέλος δὲν ἐκτινήθη εἰς τὴν κεφαλήν, ὅταν ἤτο καιρός. Ἐπιτυχέστερον τὸ ὕδωρ καὶ ἡ ἀριθμῇ τὴς ὀρθῆς ἐλίας εἰς τὸ ἀντικείμενον τῆς δηλητηριώδους διαβολῆς της. Ἐδηλητηρίασεν αὐτὴν τὴν Ἑλλάδα.	[152, 678, 400, 782]
list-item: Κοτοπούλη.— «Μαυρέσσα».	[1335, 1303, 1501, 1317]
divider	[152, 1915, 400, 1916]
price-cell: 103	[1415, 961, 1436, 973]
rate-cell: 4.05	[1555, 444, 1578, 456]
article-paragraph: Αἱ ἀρχαὶ ἐκλήθησαν νὰ ἐξετάσουν τὸ ζήτημα μετὰ τὴν αὐτοκτονίαν, ἡ ὁποία ἐπῆλθε κατόπιν μακροῦ διωγμοῦ τοῦ ἀναρχικοῦ.	[853, 475, 1082, 534]
currency-cell: Πορτογαλλία	[1337, 619, 1406, 631]
rate-cell: 75.56	[1548, 419, 1578, 431]
table-row	[1335, 1205, 1460, 1230]
top-black-bar	[0, 0, 1600, 22]
article-paragraph: Ὁ Κοντιξῆς εἶχε γράψει εἰς τὸ ἡμερολόγιόν του ὅτι ἡ κοινωνία εἶνε ἄδικος καὶ πρέπει νὰ ἀνατραπῇ.	[1097, 505, 1326, 549]
article-paragraph: Διηγοῦνται θαυμάσια πράγματα περὶ τῆς μνήμης παλαιῶν σοφῶν, οἱ ὁποῖοι ἠδύναντο νὰ ἀπαγγέλλουν ὁλόκληρα ποιήματα χωρὶς νὰ λησμονήσουν οὐδὲ μίαν λέξιν.	[633, 318, 844, 407]
price-cell: 5140	[1409, 1061, 1436, 1073]
price-cell: 1650	[1409, 1161, 1436, 1173]
article-paragraph: Ὁ «ἀριστοκρατικὸς» μονάρχης εἶναι τώρα περίπου 6 ἐτῶν. Ἐγεννήθη εἰς τὴν Σινάιαν καὶ ἀνατρέφεται ὑπὸ τῆς μητρός του, τῆς πριγκηπίσσης Ἑλένης τῆς Ἑλλάδος, ἡ ὁποία ἐπιβλέπει τὴν ἀγωγήν του μὲ στοργήν.	[152, 1398, 400, 1487]
price-cell: 880	[1558, 1236, 1578, 1248]
article-paragraph: Ὁ θάνατος τοῦ Κοντιξῆ προεκάλεσε μεγάλην ἐντύπωσιν εἰς τοὺς κύκλους τῆς πρωτευούσης.	[1097, 667, 1326, 711]
security-cell: Ζαχαρ.	[1466, 1011, 1502, 1023]
price-cell: — —	[1448, 1080, 1459, 1104]
table-row	[1336, 482, 1580, 495]
security-cell: Γεν. Ἀποθ.	[1466, 1161, 1520, 1173]
article-paragraph: Ἐλησμόνησαν τὸν Στρατηλάτην Βασιλέα τῶν 1912 καὶ 1913. Ἐλησμόνησαν τοὺς ὕμνους τοὺς ὁποίους αὐτοὶ οἱ ἴδιοι συνομάλησαν καὶ πολλαὶ οἱ ἀνεγνωρίσθησαν. Ὁ Βενιζέλος ἐπὶ τοῦ ἐπιτηλέπου, διατὶ πανηγυρίσου τὸν Βασιλέα Κωνσταντῖνον ὑμνεῖ.	[410, 440, 624, 559]
table-row	[1335, 980, 1460, 1005]
article-paragraph: Ἐκτὸς τοῦ «Ζαμπόν» καὶ Δαλιδᾶ ἐδόθη καὶ ἡ παράστασις τῆς «Βασιλίσσης τῶν Κοινῶν» εἰς τὸ θέατρον τοῦ Παπαγιάννη. Ὁ θίασος θὰ συνεχίσῃ τὰς παραστάσεις του καὶ κατὰ τὴν προσεχῆ ἑβδομάδα, ἐπιτυχὼς.	[1335, 1713, 1580, 1802]
table-row	[1335, 1080, 1460, 1105]
currency-cell: Ἰσπανία	[1337, 607, 1380, 618]
section-heading-box: ΟΙΚΟΝΟΜΙΚΗ ΚΙΝΗΣΙΣ	[1335, 174, 1580, 200]
article-paragraph: «Ὁ μικρὸς υἱός μου εἶνε τώρα βασιλεὺς ἀλλὰ δὲν εἶνε νὰ τὸν βλάψῃ ἡ συναίσθησις τοῦ πράγματος τούτου. Θέλω νὰ εἶνε ἐν ὅλοις ὅμοιος μὲ τὰ ἄλλα παιδιά, ἀλλὰ νὰ προετοιμάζεται διὰ τὸ βαρὺ ἔργον τὸ ὁποῖον τὸν ἀναμένει.»	[152, 1710, 400, 1799]
subheading: Μικραὶ Ἀνταποκρίσεις	[633, 762, 844, 777]
banner-title: ΑΠΟ ΤΗΝ ΖΩΗ	[395, 91, 1185, 159]
column-rule	[628, 172, 629, 2132]
list-item: Ἰντιμ.— «Μπελαμπέλλα». 10 νέαι σκηναὶ Πρόσφυγος καὶ Χωριατοπούλας.	[1335, 1394, 1580, 1423]
subheading: Προβλέψεις ... σεισμοῦ	[633, 1483, 844, 1499]
price-cell: 1245	[1409, 1036, 1436, 1048]
table-row	[1336, 520, 1580, 533]
stocks-left	[1335, 905, 1460, 1255]
table-row	[1336, 445, 1580, 458]
price-cell: 2200	[1409, 1211, 1436, 1223]
security-cell: Ἰταλ. 1914	[1337, 1111, 1393, 1123]
list-item: Κεντρικόν.— «Χρυσὴ χρυσῆ Κουρτίνα».	[1335, 1428, 1569, 1442]
rate-cell: 0.47	[1555, 532, 1578, 543]
security-cell: Τουρκ.	[1337, 1211, 1372, 1223]
list-item: Πειραιᾶ.— «Ἡ Βασίλισσα τοῦ 1927».	[1335, 1533, 1557, 1547]
security-cell: Δάνειον 1881	[1337, 905, 1379, 929]
table-row	[1464, 1005, 1580, 1030]
article-paragraph: Εἰς τὴν Νεοβλ διοργανώθη τελευταίως διαγωνισμὸς μνήμης μεταξὺ μαθητῶν, εἰς τὸν ὁποῖον διεκρίθη ἕνας δωδεκαετὴς παῖς ὁ ὁποῖος ἀπήγγειλε 10.000 ἀριθμοὺς χωρὶς λάθος.	[633, 412, 844, 501]
article-paragraph: Ὅταν ἐπὶ τέλους συνελήφθη, διετείνετο ὅτι ἐπραττε ταῦτα διὰ λόγους ἰδεολογικούς καὶ ὄχι χάριν κέρδους.	[853, 603, 1082, 662]
article-paragraph: Εἰς τὸ Ἰλλινόις ἡ ἀστυνομία ἐξήτασε τὰ ἀρχεῖα ἐκ τῶν ὁποίων προκύπτει ὅτι 10 χιλιάδες δολλάρια διετέθησαν διὰ τὴν ὑποστήριξιν ὑποψηφίων.	[633, 1404, 844, 1478]
rate-cell: 2.99	[1505, 407, 1528, 418]
price-cell: — —	[1448, 1155, 1459, 1179]
page-number: 2	[150, 36, 166, 62]
article-paragraph: Αἱ ἀρχαὶ ἀνεκάλυψαν ἐπίσης ὅτι ὁ νέος ἀναρχικὸς διετήρει σχέσεις μὲ ὁμοϊδεάτας του τοῦ ἐξωτερικοῦ.	[1097, 554, 1326, 598]
price-cell: 82	[1565, 911, 1578, 923]
subheading: Συνοικιακά	[1335, 1466, 1580, 1482]
security-cell: Βιομηχ.	[1337, 1011, 1377, 1023]
headline-sub2: Η ΠΡΟ ΤΗΣ ΑΥΤΟΚΤΟΝΙΑΣ ΤΕΛΕΥΤΑΙΑ ΔΡΑΣΙΣ ΤΟΥ	[853, 314, 1326, 367]
security-cell: Βαρκλ.	[1337, 1061, 1373, 1073]
article-paragraph: ΛΟΝΔΙΝΟΝ, 16 Σεπτεμβρίου.— Ἡ στερλίνα ἐκλείσε 4.86 διὰ τὴν Νέαν Ὑόρκην.	[1335, 821, 1580, 865]
subheading: Η Σ ΠΡΟΦΗΤΕΙΑ ΤΟΥ ΚΩΝΣΤΑΝΤΙΝΟΥ Ο ΒΕΝΙΖΕΛΟΣ	[410, 842, 624, 865]
continuation-note: (Συνέχεια ἐκ τοῦ χθεσινοῦ)	[886, 392, 1049, 406]
list-item: Πολυτεχνεῖον.— Βασιλικὸν Χορόν.	[1335, 1677, 1542, 1691]
list-item: Παράδεισος.— Ἡ ἐπιθεώρησις Θεάτρον.	[1335, 1661, 1573, 1675]
article-paragraph: «Ὅλοι τὸν εἶναι ἀπλῶς ἀλλὰ αὐτὸς πάντοτε καὶ γνωρίζει ἐπέκεινα τῆς μικρᾶς του ἡλικίας καὶ ὅτι αὐτὸς εἶναι βασιλεὺς.	[152, 1334, 400, 1393]
rate-cell: 20.24	[1548, 507, 1578, 518]
table-row	[1335, 955, 1460, 980]
rate-cell: 30.28	[1548, 482, 1578, 493]
column-rule	[405, 172, 406, 2132]
